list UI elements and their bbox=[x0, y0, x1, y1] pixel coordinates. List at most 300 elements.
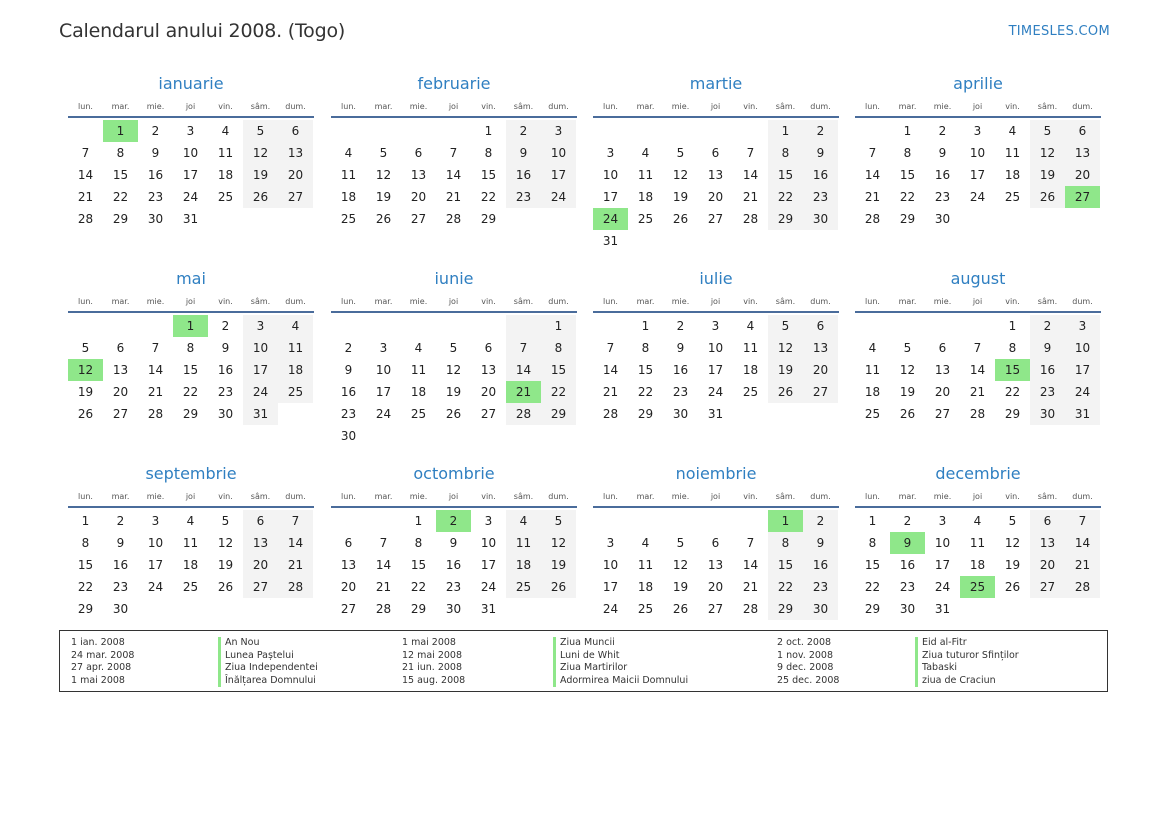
weekday-label: mar. bbox=[898, 297, 917, 306]
weekday-label: mie. bbox=[409, 102, 428, 111]
day-cell: 3 bbox=[938, 514, 947, 528]
day-cell: 9 bbox=[803, 532, 838, 554]
day-cell: 3 bbox=[484, 514, 493, 528]
weekday-label: mie. bbox=[409, 297, 428, 306]
brand-link[interactable]: TIMESLES.COM bbox=[1008, 24, 1110, 39]
weekday-label: dum. bbox=[810, 297, 831, 306]
day-cell: 9 bbox=[1030, 337, 1065, 359]
day-cell: 26 bbox=[243, 186, 278, 208]
header-divider bbox=[331, 506, 577, 508]
header-divider bbox=[855, 116, 1101, 118]
day-cell: 9 bbox=[221, 341, 230, 355]
weekday-label: sâm. bbox=[1037, 297, 1058, 306]
day-cell: 28 bbox=[77, 212, 94, 226]
day-cell: 22 bbox=[899, 190, 916, 204]
day-cell: 8 bbox=[541, 337, 576, 359]
day-cell: 19 bbox=[672, 580, 689, 594]
empty-cell bbox=[138, 598, 173, 620]
day-cell: 25 bbox=[864, 407, 881, 421]
holiday-day-cell: 2 bbox=[436, 510, 471, 532]
day-cell: 14 bbox=[375, 558, 392, 572]
day-cell: 26 bbox=[541, 576, 576, 598]
day-cell: 19 bbox=[243, 164, 278, 186]
day-cell: 6 bbox=[938, 341, 947, 355]
day-cell: 15 bbox=[112, 168, 129, 182]
day-cell: 23 bbox=[803, 576, 838, 598]
day-cell: 23 bbox=[147, 190, 164, 204]
day-cell: 14 bbox=[1065, 532, 1100, 554]
day-cell: 8 bbox=[186, 341, 195, 355]
legend-date: 9 dec. 2008 bbox=[777, 662, 834, 673]
empty-cell bbox=[733, 403, 768, 425]
day-cell: 10 bbox=[243, 337, 278, 359]
day-cell: 22 bbox=[480, 190, 497, 204]
day-cell: 26 bbox=[1030, 186, 1065, 208]
day-cell: 3 bbox=[186, 124, 195, 138]
legend-holiday-name: Ziua tuturor Sfinților bbox=[915, 650, 1019, 663]
header-divider bbox=[855, 506, 1101, 508]
day-cell: 9 bbox=[449, 536, 458, 550]
day-cell: 5 bbox=[1030, 120, 1065, 142]
day-cell: 18 bbox=[278, 359, 313, 381]
weekday-label: sâm. bbox=[250, 297, 271, 306]
header-divider bbox=[593, 506, 839, 508]
day-cell: 30 bbox=[803, 598, 838, 620]
day-cell: 24 bbox=[934, 580, 951, 594]
month-ianuarie bbox=[68, 73, 314, 230]
day-cell: 17 bbox=[934, 558, 951, 572]
empty-cell bbox=[68, 315, 103, 337]
holiday-day-cell: 25 bbox=[960, 576, 995, 598]
empty-cell bbox=[366, 120, 401, 142]
day-cell: 13 bbox=[112, 363, 129, 377]
weekday-label: sâm. bbox=[250, 492, 271, 501]
day-cell: 30 bbox=[147, 212, 164, 226]
day-cell: 26 bbox=[1004, 580, 1021, 594]
day-cell: 29 bbox=[864, 602, 881, 616]
day-cell: 1 bbox=[484, 124, 493, 138]
weekday-label: lun. bbox=[78, 297, 93, 306]
holiday-day-cell: 1 bbox=[103, 120, 138, 142]
day-cell: 16 bbox=[934, 168, 951, 182]
day-cell: 6 bbox=[711, 146, 720, 160]
day-cell: 21 bbox=[147, 385, 164, 399]
day-cell: 29 bbox=[768, 208, 803, 230]
day-cell: 30 bbox=[934, 212, 951, 226]
day-grid bbox=[68, 120, 313, 230]
weekday-label: vin. bbox=[218, 492, 233, 501]
weekday-label: joi bbox=[185, 492, 196, 501]
day-cell: 25 bbox=[637, 212, 654, 226]
empty-cell bbox=[593, 120, 628, 142]
day-cell: 8 bbox=[116, 146, 125, 160]
day-cell: 23 bbox=[934, 190, 951, 204]
day-cell: 25 bbox=[1004, 190, 1021, 204]
day-cell: 7 bbox=[278, 510, 313, 532]
day-cell: 4 bbox=[344, 146, 353, 160]
month-august bbox=[855, 268, 1101, 425]
empty-cell bbox=[278, 598, 313, 620]
weekday-label: sâm. bbox=[775, 102, 796, 111]
legend-date: 1 mai 2008 bbox=[71, 674, 125, 686]
day-cell: 11 bbox=[637, 168, 654, 182]
day-cell: 4 bbox=[746, 319, 755, 333]
month-title: februarie bbox=[417, 74, 491, 93]
day-cell: 12 bbox=[541, 532, 576, 554]
day-grid bbox=[68, 315, 313, 425]
day-cell: 27 bbox=[112, 407, 129, 421]
day-cell: 17 bbox=[541, 164, 576, 186]
day-cell: 10 bbox=[375, 363, 392, 377]
day-cell: 12 bbox=[899, 363, 916, 377]
day-cell: 28 bbox=[742, 602, 759, 616]
legend-date: 1 ian. 2008 bbox=[71, 637, 125, 648]
day-grid bbox=[593, 120, 838, 252]
legend-names-col-3 bbox=[915, 637, 1019, 687]
day-cell: 30 bbox=[672, 407, 689, 421]
day-cell: 13 bbox=[934, 363, 951, 377]
day-cell: 28 bbox=[602, 407, 619, 421]
legend-holiday-name: Eid al-Fitr bbox=[915, 637, 1019, 650]
weekday-label: mar. bbox=[374, 297, 393, 306]
legend-holiday-name: Ziua Independentei bbox=[218, 662, 318, 675]
weekday-label: vin. bbox=[743, 102, 758, 111]
day-cell: 16 bbox=[112, 558, 129, 572]
day-cell: 21 bbox=[864, 190, 881, 204]
day-cell: 26 bbox=[375, 212, 392, 226]
day-cell: 11 bbox=[1004, 146, 1021, 160]
legend-date: 1 mai 2008 bbox=[402, 637, 456, 648]
weekday-label: dum. bbox=[1072, 102, 1093, 111]
day-cell: 7 bbox=[506, 337, 541, 359]
day-cell: 6 bbox=[116, 341, 125, 355]
day-cell: 14 bbox=[742, 558, 759, 572]
day-cell: 28 bbox=[375, 602, 392, 616]
empty-cell bbox=[173, 598, 208, 620]
day-cell: 18 bbox=[969, 558, 986, 572]
weekday-label: dum. bbox=[285, 492, 306, 501]
empty-cell bbox=[401, 120, 436, 142]
month-title: ianuarie bbox=[158, 74, 224, 93]
empty-cell bbox=[278, 403, 313, 425]
day-cell: 24 bbox=[1065, 381, 1100, 403]
month-martie bbox=[593, 73, 839, 252]
empty-cell bbox=[401, 315, 436, 337]
day-cell: 24 bbox=[182, 190, 199, 204]
day-cell: 20 bbox=[707, 580, 724, 594]
weekday-label: lun. bbox=[603, 102, 618, 111]
weekday-label: lun. bbox=[341, 102, 356, 111]
empty-cell bbox=[698, 230, 733, 252]
empty-cell bbox=[855, 120, 890, 142]
day-cell: 16 bbox=[506, 164, 541, 186]
legend-date: 2 oct. 2008 bbox=[777, 637, 832, 648]
weekday-header bbox=[593, 293, 839, 311]
day-cell: 27 bbox=[934, 407, 951, 421]
day-grid bbox=[593, 315, 838, 425]
empty-cell bbox=[243, 598, 278, 620]
empty-cell bbox=[541, 425, 576, 447]
weekday-label: mie. bbox=[671, 102, 690, 111]
day-cell: 3 bbox=[711, 319, 720, 333]
weekday-label: mie. bbox=[671, 297, 690, 306]
day-cell: 9 bbox=[344, 363, 353, 377]
weekday-label: vin. bbox=[218, 297, 233, 306]
day-grid bbox=[855, 510, 1100, 620]
weekday-label: dum. bbox=[810, 492, 831, 501]
weekday-label: vin. bbox=[481, 297, 496, 306]
day-cell: 30 bbox=[1030, 403, 1065, 425]
day-cell: 28 bbox=[1065, 576, 1100, 598]
weekday-label: joi bbox=[972, 102, 983, 111]
day-cell: 4 bbox=[278, 315, 313, 337]
month-title: august bbox=[950, 269, 1006, 288]
day-cell: 25 bbox=[506, 576, 541, 598]
day-cell: 29 bbox=[637, 407, 654, 421]
header-divider bbox=[331, 116, 577, 118]
weekday-label: mie. bbox=[409, 492, 428, 501]
day-cell: 25 bbox=[410, 407, 427, 421]
day-cell: 25 bbox=[637, 602, 654, 616]
day-cell: 30 bbox=[217, 407, 234, 421]
weekday-label: lun. bbox=[865, 102, 880, 111]
empty-cell bbox=[1065, 598, 1100, 620]
empty-cell bbox=[733, 510, 768, 532]
legend-dates-col-1 bbox=[71, 637, 134, 687]
day-cell: 7 bbox=[746, 536, 755, 550]
day-cell: 24 bbox=[602, 602, 619, 616]
empty-cell bbox=[698, 120, 733, 142]
empty-cell bbox=[698, 510, 733, 532]
day-cell: 8 bbox=[1008, 341, 1017, 355]
day-cell: 27 bbox=[340, 602, 357, 616]
day-cell: 28 bbox=[506, 403, 541, 425]
day-cell: 21 bbox=[742, 580, 759, 594]
day-cell: 15 bbox=[182, 363, 199, 377]
day-cell: 23 bbox=[217, 385, 234, 399]
day-cell: 24 bbox=[375, 407, 392, 421]
weekday-label: joi bbox=[185, 102, 196, 111]
day-cell: 28 bbox=[864, 212, 881, 226]
weekday-label: mie. bbox=[146, 492, 165, 501]
day-cell: 3 bbox=[606, 536, 615, 550]
day-cell: 27 bbox=[707, 602, 724, 616]
day-cell: 18 bbox=[864, 385, 881, 399]
day-cell: 10 bbox=[602, 558, 619, 572]
empty-cell bbox=[208, 208, 243, 230]
day-cell: 5 bbox=[768, 315, 803, 337]
month-mai bbox=[68, 268, 314, 425]
weekday-header bbox=[593, 98, 839, 116]
day-cell: 13 bbox=[1065, 142, 1100, 164]
empty-cell bbox=[768, 230, 803, 252]
day-cell: 27 bbox=[410, 212, 427, 226]
empty-cell bbox=[593, 315, 628, 337]
header-divider bbox=[68, 506, 314, 508]
day-cell: 27 bbox=[243, 576, 278, 598]
day-cell: 11 bbox=[864, 363, 881, 377]
day-cell: 30 bbox=[445, 602, 462, 616]
day-cell: 19 bbox=[672, 190, 689, 204]
weekday-label: sâm. bbox=[775, 297, 796, 306]
day-cell: 4 bbox=[868, 341, 877, 355]
day-cell: 7 bbox=[379, 536, 388, 550]
day-cell: 22 bbox=[1004, 385, 1021, 399]
empty-cell bbox=[436, 315, 471, 337]
day-cell: 7 bbox=[449, 146, 458, 160]
legend-date: 27 apr. 2008 bbox=[71, 662, 132, 673]
weekday-label: lun. bbox=[603, 297, 618, 306]
day-grid bbox=[331, 315, 576, 447]
day-cell: 8 bbox=[484, 146, 493, 160]
day-cell: 13 bbox=[803, 337, 838, 359]
month-title: aprilie bbox=[953, 74, 1003, 93]
weekday-label: joi bbox=[972, 492, 983, 501]
day-cell: 5 bbox=[903, 341, 912, 355]
day-cell: 29 bbox=[112, 212, 129, 226]
legend-holiday-name: Tabaski bbox=[915, 662, 1019, 675]
day-cell: 21 bbox=[602, 385, 619, 399]
weekday-header bbox=[855, 293, 1101, 311]
day-cell: 6 bbox=[344, 536, 353, 550]
empty-cell bbox=[208, 598, 243, 620]
day-cell: 28 bbox=[147, 407, 164, 421]
day-cell: 1 bbox=[81, 514, 90, 528]
empty-cell bbox=[471, 425, 506, 447]
weekday-label: mie. bbox=[933, 102, 952, 111]
weekday-label: dum. bbox=[548, 102, 569, 111]
day-cell: 16 bbox=[803, 554, 838, 576]
day-cell: 16 bbox=[672, 363, 689, 377]
holiday-day-cell: 15 bbox=[995, 359, 1030, 381]
weekday-label: lun. bbox=[341, 297, 356, 306]
day-cell: 8 bbox=[641, 341, 650, 355]
weekday-label: sâm. bbox=[250, 102, 271, 111]
day-cell: 31 bbox=[934, 602, 951, 616]
day-cell: 27 bbox=[278, 186, 313, 208]
day-cell: 27 bbox=[707, 212, 724, 226]
day-cell: 5 bbox=[81, 341, 90, 355]
empty-cell bbox=[663, 510, 698, 532]
day-cell: 21 bbox=[278, 554, 313, 576]
month-decembrie bbox=[855, 463, 1101, 620]
day-cell: 31 bbox=[602, 234, 619, 248]
day-cell: 11 bbox=[506, 532, 541, 554]
empty-cell bbox=[541, 598, 576, 620]
day-cell: 26 bbox=[217, 580, 234, 594]
day-cell: 1 bbox=[541, 315, 576, 337]
holiday-day-cell: 12 bbox=[68, 359, 103, 381]
day-cell: 12 bbox=[375, 168, 392, 182]
empty-cell bbox=[366, 510, 401, 532]
day-cell: 14 bbox=[742, 168, 759, 182]
header-divider bbox=[593, 311, 839, 313]
day-cell: 11 bbox=[217, 146, 234, 160]
weekday-label: mie. bbox=[671, 492, 690, 501]
day-cell: 24 bbox=[969, 190, 986, 204]
day-cell: 23 bbox=[899, 580, 916, 594]
day-cell: 6 bbox=[1030, 510, 1065, 532]
day-cell: 17 bbox=[480, 558, 497, 572]
day-cell: 7 bbox=[973, 341, 982, 355]
weekday-label: sâm. bbox=[1037, 102, 1058, 111]
day-cell: 25 bbox=[217, 190, 234, 204]
day-cell: 23 bbox=[340, 407, 357, 421]
legend-names-col-1 bbox=[218, 637, 318, 687]
legend-date: 21 iun. 2008 bbox=[402, 662, 463, 673]
empty-cell bbox=[855, 315, 890, 337]
legend-dates-col-3 bbox=[777, 637, 839, 687]
day-cell: 5 bbox=[221, 514, 230, 528]
day-cell: 14 bbox=[969, 363, 986, 377]
empty-cell bbox=[733, 230, 768, 252]
empty-cell bbox=[366, 425, 401, 447]
day-cell: 19 bbox=[1004, 558, 1021, 572]
day-cell: 20 bbox=[934, 385, 951, 399]
day-cell: 15 bbox=[768, 554, 803, 576]
empty-cell bbox=[1030, 598, 1065, 620]
day-cell: 17 bbox=[602, 190, 619, 204]
day-cell: 23 bbox=[1030, 381, 1065, 403]
day-cell: 18 bbox=[637, 580, 654, 594]
day-cell: 13 bbox=[707, 168, 724, 182]
day-cell: 3 bbox=[243, 315, 278, 337]
weekday-header bbox=[855, 98, 1101, 116]
weekday-label: dum. bbox=[285, 297, 306, 306]
empty-cell bbox=[960, 315, 995, 337]
weekday-label: joi bbox=[448, 297, 459, 306]
day-cell: 11 bbox=[410, 363, 427, 377]
day-cell: 4 bbox=[414, 341, 423, 355]
day-cell: 11 bbox=[340, 168, 357, 182]
day-cell: 11 bbox=[969, 536, 986, 550]
day-cell: 27 bbox=[803, 381, 838, 403]
day-cell: 19 bbox=[375, 190, 392, 204]
day-cell: 6 bbox=[278, 120, 313, 142]
day-cell: 4 bbox=[221, 124, 230, 138]
day-cell: 18 bbox=[410, 385, 427, 399]
day-cell: 25 bbox=[278, 381, 313, 403]
day-cell: 13 bbox=[243, 532, 278, 554]
month-title: septembrie bbox=[145, 464, 237, 483]
empty-cell bbox=[925, 315, 960, 337]
weekday-label: vin. bbox=[1005, 297, 1020, 306]
day-cell: 9 bbox=[506, 142, 541, 164]
day-grid bbox=[855, 315, 1100, 425]
day-cell: 28 bbox=[445, 212, 462, 226]
weekday-label: sâm. bbox=[513, 297, 534, 306]
day-cell: 15 bbox=[768, 164, 803, 186]
day-cell: 4 bbox=[973, 514, 982, 528]
month-title: decembrie bbox=[935, 464, 1021, 483]
header-divider bbox=[593, 116, 839, 118]
month-title: iunie bbox=[434, 269, 474, 288]
empty-cell bbox=[628, 510, 663, 532]
weekday-label: mar. bbox=[111, 102, 130, 111]
holiday-legend bbox=[59, 630, 1108, 692]
empty-cell bbox=[436, 120, 471, 142]
weekday-label: mar. bbox=[636, 297, 655, 306]
day-cell: 25 bbox=[340, 212, 357, 226]
day-cell: 21 bbox=[969, 385, 986, 399]
day-cell: 13 bbox=[410, 168, 427, 182]
weekday-label: mar. bbox=[898, 102, 917, 111]
empty-cell bbox=[243, 208, 278, 230]
weekday-header bbox=[331, 488, 577, 506]
weekday-label: vin. bbox=[1005, 102, 1020, 111]
day-cell: 22 bbox=[541, 381, 576, 403]
day-cell: 12 bbox=[672, 168, 689, 182]
